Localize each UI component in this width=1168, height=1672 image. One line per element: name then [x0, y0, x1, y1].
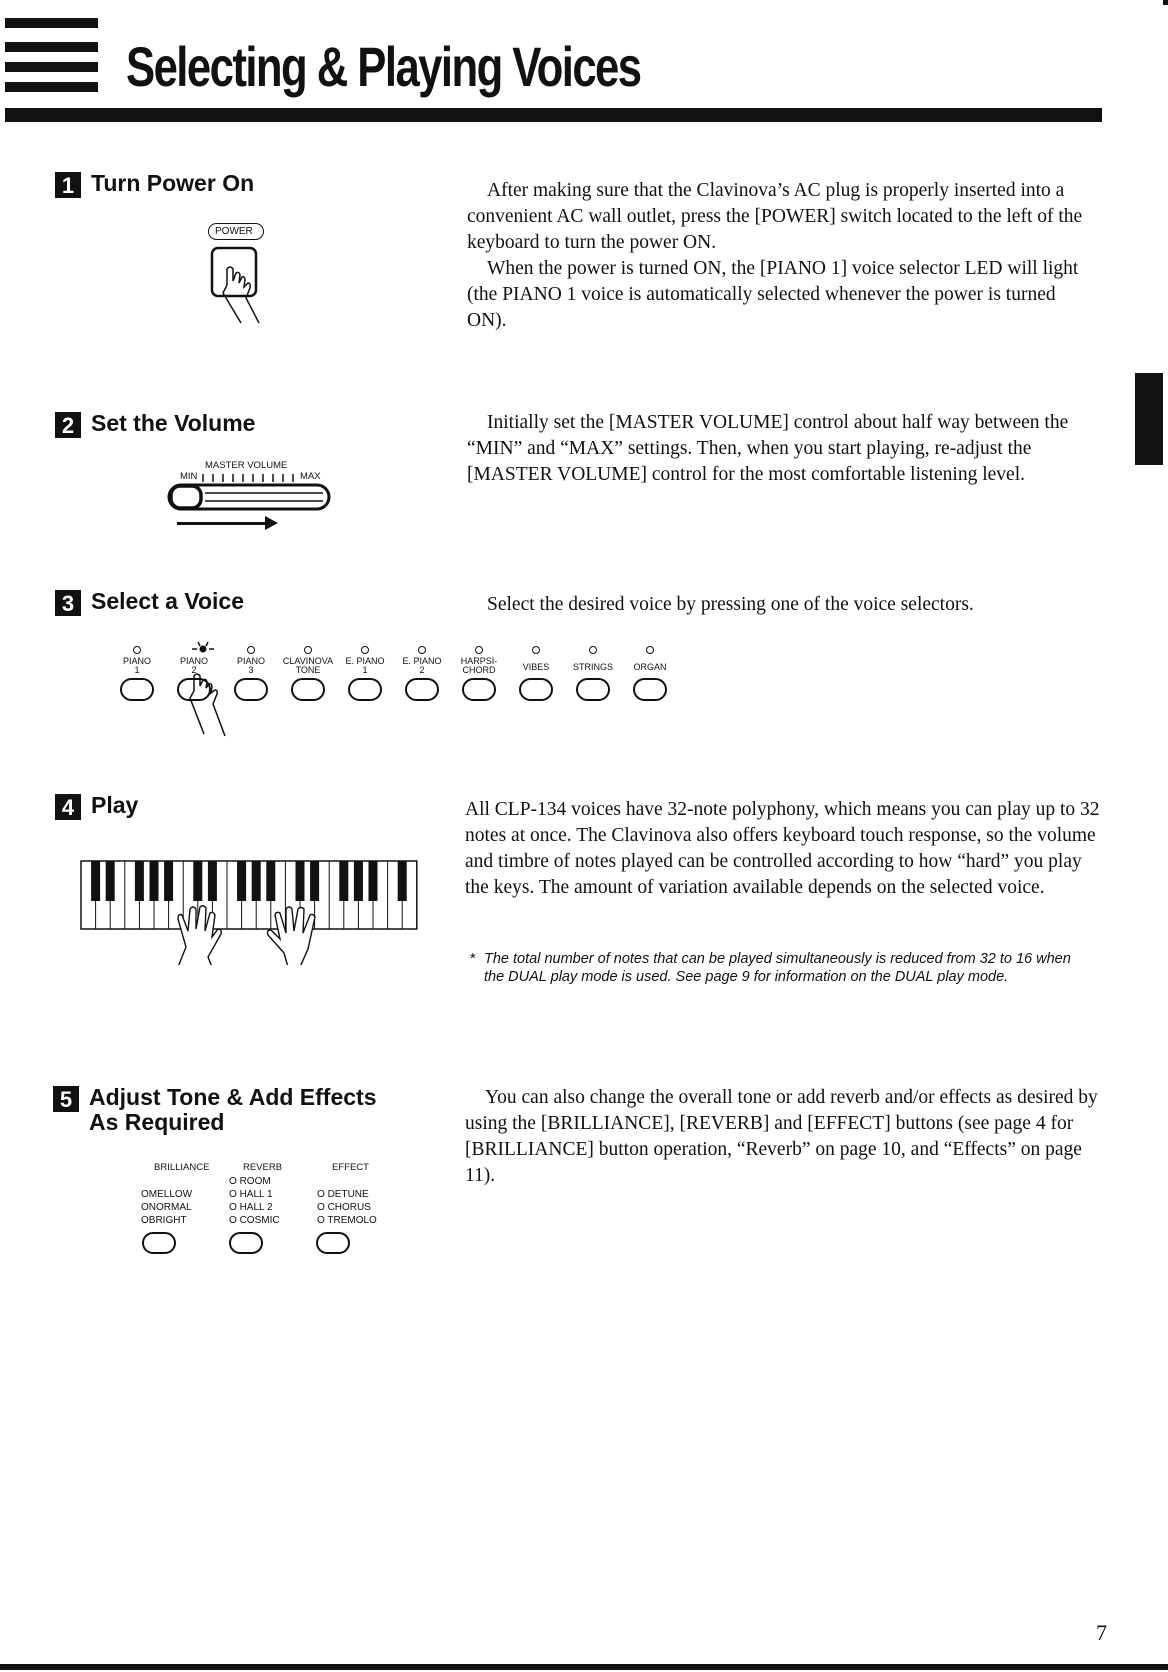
effect-label: EFFECT	[332, 1162, 369, 1173]
section-title	[89, 1085, 377, 1135]
master-volume-label: MASTER VOLUME	[205, 460, 288, 471]
black-key	[369, 861, 378, 901]
header-stripe	[5, 18, 98, 28]
page-title: Selecting & Playing Voices	[126, 35, 641, 98]
voice-label: E. PIANO	[345, 656, 385, 666]
section-title: Play	[91, 792, 139, 818]
paragraph: All CLP-134 voices have 32-note polyphony, which means you can play up to 32 notes at once. The Clavinova also offers keyboard touch response, so the volume and timbre of notes played can be controlled according to how “hard” you play the keys. The amount of variation available depends on the selected voice.	[465, 799, 1100, 898]
voice-press-illustration	[180, 636, 270, 756]
section-heading-play	[55, 793, 138, 820]
brilliance-option: OBRIGHT	[141, 1215, 187, 1226]
black-key	[266, 861, 275, 901]
pointing-hand-icon	[190, 674, 225, 736]
section-heading-volume	[55, 411, 255, 438]
section-heading-effects	[53, 1085, 377, 1135]
effect-option: O TREMOLO	[317, 1215, 377, 1226]
voice-label-sub: 1	[362, 665, 368, 675]
brilliance-option: ONORMAL	[141, 1202, 192, 1213]
voice-led-icon	[532, 646, 540, 654]
voice-selector	[620, 640, 680, 715]
voice-selector	[335, 640, 395, 715]
paragraph: You can also change the overall tone or add reverb and/or effects as desired by using the [BRILLIANCE], [REVERB] and [EFFECT] buttons (see page 4 for [BRILLIANCE] button operation, “Reverb” on page 10, and “Effects” on page 11).	[465, 1087, 1098, 1186]
voice-label-sub: 3	[248, 665, 254, 675]
chapter-tab	[1135, 373, 1163, 465]
section-number: 4	[55, 794, 81, 820]
volume-scale-ticks	[203, 474, 293, 482]
keyboard-body	[81, 861, 417, 929]
paragraph: When the power is turned ON, the [PIANO 1] voice selector LED will light (the PIANO 1 voice is automatically selected whenever the power is turned ON).	[467, 258, 1079, 331]
brilliance-button[interactable]	[142, 1232, 176, 1254]
voice-button[interactable]	[291, 678, 325, 701]
voice-led-icon	[361, 646, 369, 654]
voice-selector	[107, 640, 167, 715]
voice-label-sub: CHORD	[462, 665, 496, 675]
effect-option: O CHORUS	[317, 1202, 371, 1213]
reverb-button[interactable]	[229, 1232, 263, 1254]
voice-led-icon	[418, 646, 426, 654]
effect-button[interactable]	[316, 1232, 350, 1254]
black-key	[106, 861, 115, 901]
voice-label: PIANO	[122, 656, 151, 666]
header-stripe	[5, 62, 98, 72]
power-label: POWER	[215, 226, 253, 237]
section-number: 2	[55, 412, 81, 438]
section-heading-voice	[55, 589, 244, 616]
section-number: 5	[53, 1086, 79, 1112]
voice-button[interactable]	[633, 678, 667, 701]
section-title-line: As Required	[89, 1109, 225, 1135]
black-key	[193, 861, 202, 901]
note-text: The total number of notes that can be played simultaneously is reduced from 32 to 16 when the DUAL play mode is used. See page 9 for information on the DUAL play mode.	[484, 951, 1071, 985]
section-text-volume	[467, 410, 1102, 488]
page-number: 7	[1096, 1620, 1107, 1645]
voice-selector	[506, 640, 566, 715]
reverb-option: O ROOM	[229, 1176, 271, 1187]
arrow-right-icon	[177, 516, 278, 530]
effect-option: O DETUNE	[317, 1189, 369, 1200]
reverb-option: O HALL 2	[229, 1202, 273, 1213]
section-title-line: Adjust Tone & Add Effects	[89, 1084, 377, 1110]
reverb-option: O HALL 1	[229, 1189, 273, 1200]
paragraph: Select the desired voice by pressing one of the voice selectors.	[487, 594, 974, 615]
voice-label-sub: 2	[419, 665, 425, 675]
power-label-box	[208, 223, 264, 240]
voice-label: CLAVINOVA	[282, 656, 334, 666]
black-key	[310, 861, 319, 901]
section-title: Turn Power On	[91, 170, 255, 196]
section-text-voice	[487, 592, 1107, 618]
black-key	[91, 861, 100, 901]
black-key	[135, 861, 144, 901]
voice-label-sub: 1	[134, 665, 140, 675]
black-key	[208, 861, 217, 901]
voice-led-icon	[304, 646, 312, 654]
header-stripe	[5, 42, 98, 52]
voice-button[interactable]	[120, 678, 154, 701]
voice-label: PIANO	[236, 656, 265, 666]
voice-led-icon	[646, 646, 654, 654]
black-key	[252, 861, 261, 901]
voice-button[interactable]	[405, 678, 439, 701]
black-key	[164, 861, 173, 901]
voice-selector	[392, 640, 452, 715]
section-text-play	[465, 797, 1103, 901]
black-key	[237, 861, 246, 901]
bottom-rule	[0, 1664, 1168, 1670]
voice-label: E. PIANO	[402, 656, 442, 666]
section-text-power	[467, 178, 1097, 334]
voice-label: HARPSI-	[460, 656, 498, 666]
voice-label: PIANO	[179, 656, 208, 666]
reverb-option: O COSMIC	[229, 1215, 280, 1226]
brilliance-label: BRILLIANCE	[154, 1162, 210, 1173]
section-text-effects	[465, 1085, 1105, 1189]
voice-button[interactable]	[519, 678, 553, 701]
header-stripe	[5, 82, 98, 92]
black-key	[354, 861, 363, 901]
paragraph: After making sure that the Clavinova’s AC plug is properly inserted into a convenient AC wall outlet, press the [POWER] switch located to the left of the keyboard to turn the power ON.	[467, 180, 1083, 253]
volume-slider-knob	[171, 486, 201, 508]
section-number: 1	[55, 172, 81, 198]
power-button-illustration	[205, 243, 285, 328]
voice-label-sub: 2	[191, 665, 197, 675]
keyboard-illustration	[78, 857, 430, 965]
voice-led-icon	[589, 646, 597, 654]
section-title: Set the Volume	[91, 410, 256, 436]
brilliance-option: OMELLOW	[141, 1189, 193, 1200]
voice-selector	[278, 640, 338, 715]
voice-label-sub: TONE	[295, 665, 321, 675]
section-number: 3	[55, 590, 81, 616]
polyphony-note: * The total number of notes that can be played simultaneously is reduced from 32 to 16 when the DUAL play mode is used. See page 9 for information on the DUAL play mode.	[470, 951, 1071, 985]
black-key	[398, 861, 407, 901]
title-rule	[5, 108, 1102, 122]
tone-effect-panel	[138, 1160, 398, 1260]
voice-label: STRINGS	[572, 662, 613, 672]
volume-min-label: MIN	[180, 471, 198, 482]
voice-led-icon	[475, 646, 483, 654]
reverb-label: REVERB	[243, 1162, 283, 1173]
voice-button[interactable]	[462, 678, 496, 701]
volume-max-label: MAX	[300, 471, 321, 482]
voice-button[interactable]	[348, 678, 382, 701]
black-key	[150, 861, 159, 901]
master-volume-slider	[165, 470, 335, 532]
corner-mark	[1163, 0, 1168, 5]
voice-selector	[449, 640, 509, 715]
black-key	[339, 861, 348, 901]
voice-led-icon	[133, 646, 141, 654]
section-title: Select a Voice	[91, 588, 244, 614]
paragraph: Initially set the [MASTER VOLUME] control about half way between the “MIN” and “MAX” settings. Then, when you start playing, re-adjust the [MASTER VOLUME] control for the most comfortable listening level.	[467, 412, 1069, 485]
voice-label: ORGAN	[633, 662, 667, 672]
voice-button[interactable]	[576, 678, 610, 701]
black-key	[296, 861, 305, 901]
section-heading-power	[55, 171, 254, 198]
voice-selector	[563, 640, 623, 715]
voice-label: VIBES	[522, 662, 550, 672]
